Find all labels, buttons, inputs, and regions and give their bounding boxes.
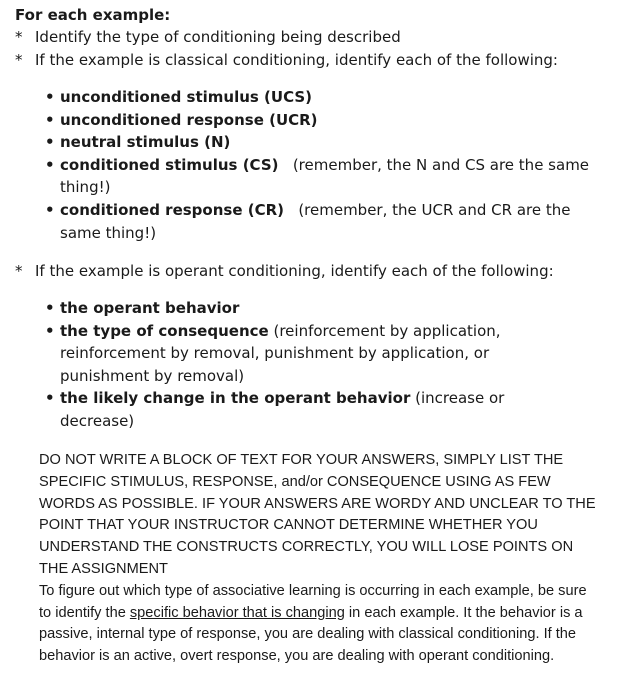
term-note: (increase or decrease) — [60, 389, 505, 430]
warning-text: DO NOT WRITE A BLOCK OF TEXT FOR YOUR ANSWERS, SIMPLY LIST THE SPECIFIC STIMULUS, RESPONSE, and/or CONSEQUENCE USING AS FEW WORDS AS POSSIBLE. IF YOUR ANSWERS ARE WORDY AND UNCLEAR TO THE POINT THAT YOUR INSTRUCTOR CANNOT DETERMINE WHETHER YOU UNDERSTAND THE CONSTRUCTS CORRECTLY, YOU WILL LOSE POINTS ON THE ASSIGNMENT — [39, 452, 596, 577]
instruction-text: Identify the type of conditioning being described — [35, 28, 401, 46]
guidance-text-start: To figure out which type of associative learning is occurring in each example, be sure to identify the — [39, 582, 587, 621]
instruction-identify-type — [15, 27, 401, 47]
bullet-dot-icon: • — [45, 88, 55, 106]
term-note: (reinforcement by application, reinforcement by removal, punishment by application, or punishment by removal) — [60, 321, 501, 385]
list-item — [43, 297, 523, 320]
asterisk-marker: * — [15, 28, 23, 46]
term-label: neutral stimulus (N) — [60, 133, 231, 152]
answer-format-notice — [39, 450, 599, 668]
bullet-dot-icon: • — [45, 155, 55, 174]
list-item — [43, 86, 613, 109]
list-item — [43, 387, 523, 432]
list-item — [43, 131, 613, 154]
list-item — [43, 154, 613, 199]
bullet-dot-icon: • — [45, 110, 55, 129]
asterisk-marker: * — [15, 51, 23, 69]
asterisk-marker: * — [15, 262, 23, 280]
term-label: the likely change in the operant behavior — [60, 389, 411, 408]
term-label: the operant behavior — [60, 299, 240, 317]
page-heading: For each example: — [15, 6, 171, 24]
instruction-classical — [15, 50, 558, 70]
operant-terms-list — [43, 297, 523, 433]
bullet-dot-icon: • — [45, 321, 55, 340]
instruction-text: If the example is operant conditioning, identify each of the following: — [35, 262, 554, 280]
term-label: the type of consequence — [60, 321, 269, 340]
classical-terms-list — [43, 86, 613, 244]
bullet-dot-icon: • — [45, 200, 55, 219]
underlined-phrase: specific behavior that is changing — [129, 604, 345, 621]
guidance-paragraph — [39, 581, 599, 668]
bullet-dot-icon: • — [45, 133, 55, 152]
term-label: unconditioned stimulus (UCS) — [60, 88, 313, 106]
bullet-dot-icon: • — [45, 389, 55, 408]
term-note: (remember, the N and CS are the same thing!) — [60, 155, 590, 197]
bullet-dot-icon: • — [45, 299, 55, 317]
list-item — [43, 199, 613, 244]
guidance-text-end: in each example. It the behavior is a passive, internal type of response, you are dealing with classical conditioning. If the behavior is an active, overt response, you are dealing with operant conditioning. — [39, 604, 583, 665]
term-note: (remember, the UCR and CR are the same thing!) — [60, 200, 571, 242]
term-label: conditioned response (CR) — [60, 200, 284, 219]
instruction-text: If the example is classical conditioning, identify each of the following: — [35, 51, 558, 69]
list-item — [43, 320, 523, 388]
term-label: conditioned stimulus (CS) — [60, 155, 279, 174]
list-item — [43, 109, 613, 132]
term-label: unconditioned response (UCR) — [60, 110, 318, 129]
instruction-operant — [15, 261, 554, 281]
